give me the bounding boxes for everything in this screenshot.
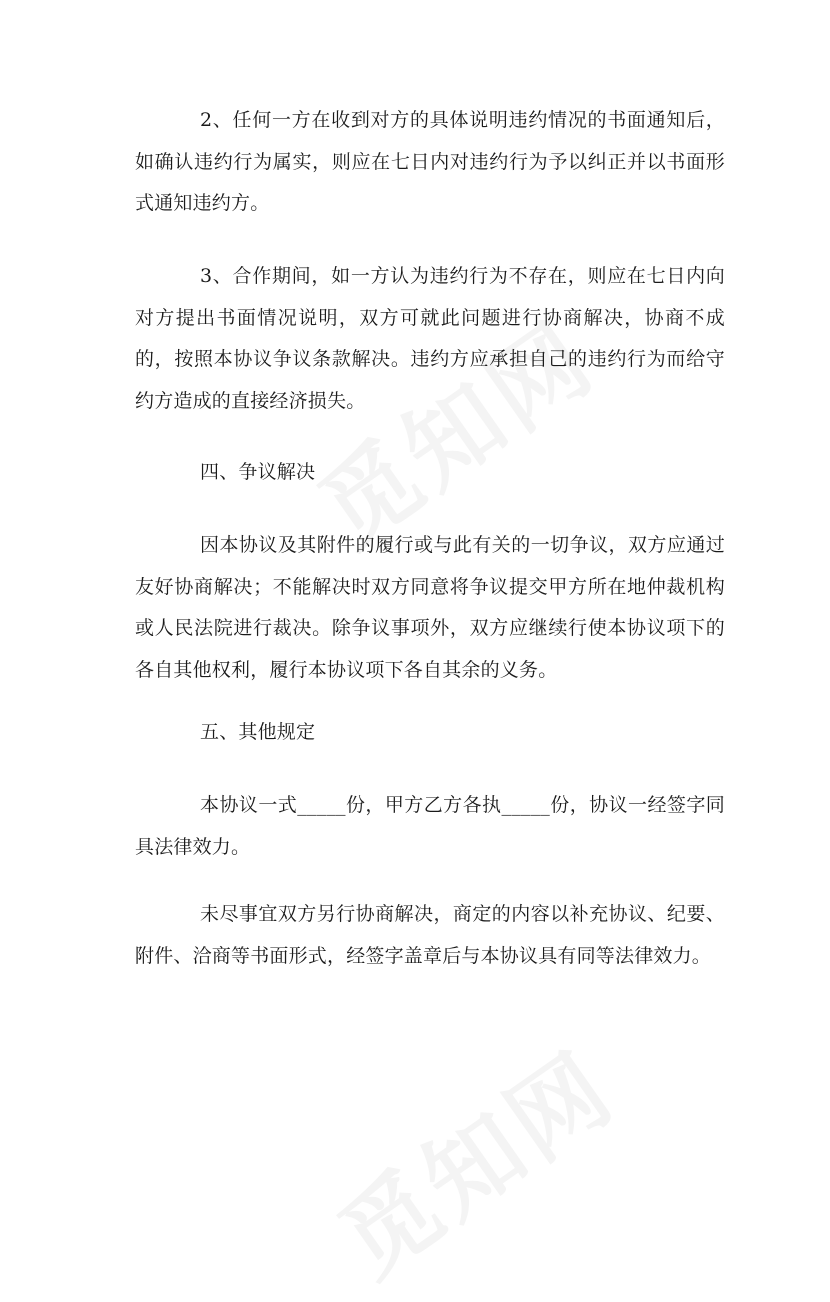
clause-3-paragraph: 3、合作期间，如一方认为违约行为不存在，则应在七日内向对方提出书面情况说明，双方可就此问题进行协商解决，协商不成的，按照本协议争议条款解决。违约方应承担自己的违约行为而给守约方造成的直接经济损失。 [135,265,725,412]
clause-2-paragraph: 2、任何一方在收到对方的具体说明违约情况的书面通知后，如确认违约行为属实，则应在七日内对违约行为予以纠正并以书面形式通知违约方。 [135,109,725,214]
section-heading-other-provisions: 五、其他规定 [200,721,316,743]
copies-paragraph: 本协议一式_____份，甲方乙方各执_____份，协议一经签字同具法律效力。 [135,794,725,858]
dispute-resolution-paragraph: 因本协议及其附件的履行或与此有关的一切争议，双方应通过友好协商解决；不能解决时双方同意将争议提交甲方所在地仲裁机构或人民法院进行裁决。除争议事项外，双方应继续行使本协议项下的各自其他权利，履行本协议项下各自其余的义务。 [135,534,725,681]
supplement-paragraph: 未尽事宜双方另行协商解决，商定的内容以补充协议、纪要、附件、洽商等书面形式，经签字盖章后与本协议具有同等法律效力。 [135,903,725,967]
section-heading-dispute-resolution: 四、争议解决 [200,461,316,483]
watermark [308,1015,637,1302]
